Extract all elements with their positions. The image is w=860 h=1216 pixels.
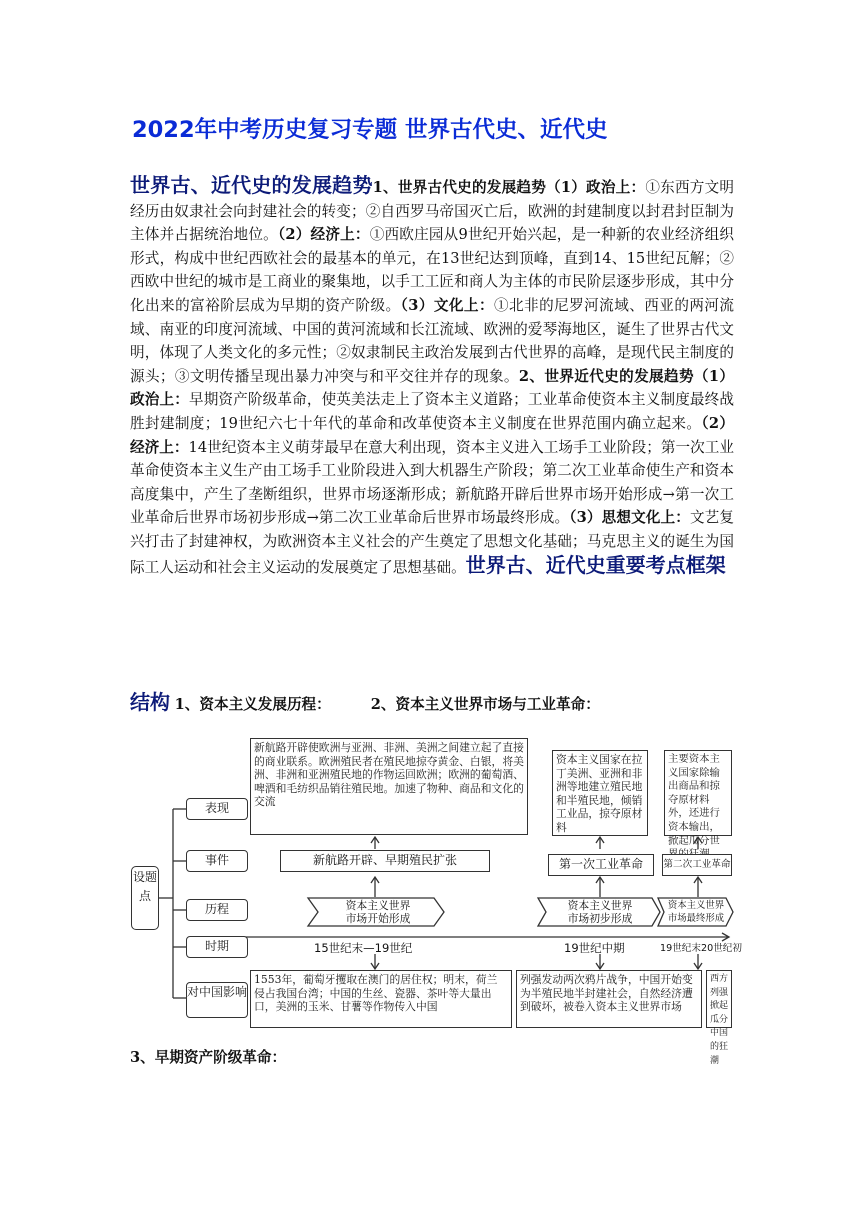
- trend-paragraph: [130, 174, 734, 579]
- item-early-revolutions: 3、早期资产阶级革命：: [130, 1049, 287, 1066]
- item-capitalism-development: 1、资本主义发展历程：: [174, 696, 331, 713]
- page-title: 2022年中考历史复习专题 世界古代史、近代史: [132, 117, 608, 143]
- modern-trend-lead: 2、世界近代史的发展趋势（1）政治上：: [130, 367, 734, 409]
- col2-performance-box: 资本主义国家在拉丁美洲、亚洲和非洲等地建立殖民地和半殖民地，倾销工业品，掠夺原材料: [552, 750, 648, 836]
- col2-impact-box: 列强发动两次鸦片战争，中国开始变为半殖民地半封建社会，自然经济遭到破坏，被卷入资本主义世界市场: [516, 970, 702, 1028]
- category-period: 时期: [186, 936, 248, 958]
- ancient-economy-text: ①西欧庄园从9世纪开始兴起，是一种新的农业经济组织形式，构成中世纪西欧社会的最基本的单元，在13世纪达到顶峰，直到14、15世纪瓦解；②西欧中世纪的城市是工商业的聚集地，以手工工匠和商人为主体的市民阶层逐步形成，其中分化出来的富裕阶层成为早期的资产阶级。: [130, 226, 734, 314]
- ancient-economy-label: （2）经济上：: [277, 226, 370, 244]
- modern-economy-label: （2）经济上：: [130, 414, 734, 456]
- col1-stage: [316, 899, 440, 925]
- section-heading-framework: 世界古、近代史重要考点框架: [465, 552, 726, 577]
- col1-stage-line2: 市场开始形成: [345, 912, 411, 925]
- col2-stage: [542, 899, 658, 925]
- ancient-trend-lead: 1、世界古代史的发展趋势（1）政治上：: [372, 179, 646, 196]
- col1-period: 15世纪末—19世纪: [314, 941, 413, 955]
- col2-stage-line1: 资本主义世界: [567, 899, 633, 912]
- col3-stage: [662, 899, 730, 925]
- framework-line: [130, 686, 600, 715]
- ancient-culture-text: ①北非的尼罗河流域、西亚的两河流域、南亚的印度河流域、中国的黄河流域和长江流域、欧洲的爱琴海地区，诞生了世界古代文明，体现了人类文化的多元性；②奴隶制民主政治发展到古代世界的高峰，是现代民主制度的源头；③文明传播呈现出暴力冲突与和平交往并存的现象。: [130, 296, 734, 385]
- category-process: 历程: [186, 899, 248, 921]
- col3-performance-box: 主要资本主义国家除输出商品和掠夺原材料外，还进行资本输出，掀起瓜分世: [664, 750, 732, 836]
- col3-stage-line1: 资本主义世界: [667, 900, 725, 911]
- col2-period: 19世纪中期: [564, 941, 625, 955]
- col3-period: 19世纪末20世纪初: [660, 943, 742, 954]
- col3-stage-line2: 市场最终形成: [667, 913, 725, 924]
- category-event: 事件: [186, 850, 248, 872]
- modern-economy-text: 14世纪资本主义萌芽最早在意大利出现，资本主义进入工场手工业阶段；第一次工业革命使资本主义生产由工场手工业阶段进入到大机器生产阶段；第二次工业革命使生产和资本高度集中，产生了垄断组织，世界市场逐渐形成；新航路开辟后世界市场开始形成→第一次工业革命后世界市场初步形成→第二次工业革命后世界市场最终形成。: [130, 438, 734, 527]
- modern-politics-text: 早期资产阶级革命，使英美法走上了资本主义道路；工业革命使资本主义制度最终战胜封建制度；19世纪六七十年代的革命和改革使资本主义制度在世界范围内确立起来。: [130, 391, 734, 432]
- col3-event-box: 第二次工业革命: [662, 854, 732, 876]
- col1-impact-box: 1553年，葡萄牙攫取在澳门的居住权；明末，荷兰侵占我国台湾；中国的生丝、瓷器、茶叶等大量出口，美洲的玉米、甘薯等作物传入中国: [250, 970, 512, 1028]
- col1-stage-line1: 资本主义世界: [345, 899, 411, 912]
- col1-event-box: 新航路开辟、早期殖民扩张: [280, 850, 490, 872]
- item-world-market: 2、资本主义世界市场与工业革命：: [370, 696, 600, 713]
- section-heading-framework-cont: 结构: [130, 690, 170, 714]
- section-heading-trends: 世界古、近代史的发展趋势: [130, 173, 373, 197]
- root-node: 设题点: [131, 866, 159, 930]
- col2-stage-line2: 市场初步形成: [567, 912, 633, 925]
- category-impact: 对中国影响: [186, 982, 248, 1018]
- col2-event-box: 第一次工业革命: [548, 854, 654, 876]
- modern-culture-label: （3）思想文化上：: [569, 509, 690, 527]
- ancient-culture-label: （3）文化上：: [400, 296, 494, 314]
- category-performance: 表现: [186, 798, 248, 820]
- modern-culture-text: 文艺复兴打击了封建神权，为欧洲资本主义社会的产生奠定了思想文化基础；马克思主义的诞生为国际工人运动和社会主义运动的发展奠定了思想基础。: [130, 509, 734, 576]
- ancient-politics-text: ①东西方文明经历由奴隶社会向封建社会的转变；②自西罗马帝国灭亡后，欧洲的封建制度以封君封臣制为主体并占据统治地位。: [130, 179, 734, 244]
- col1-performance-box: 新航路开辟使欧洲与亚洲、非洲、美洲之间建立起了直接的商业联系。欧洲殖民者在殖民地掠夺黄金、白银，将美洲、非洲和亚洲殖民地的作物运回欧洲；欧洲的葡萄酒、啤酒和毛纺织品销往殖民地。加速了物种、商品和文化的交流: [250, 738, 528, 835]
- col3-impact-box: 西方列强掀起瓜分中国的狂潮: [706, 970, 732, 1028]
